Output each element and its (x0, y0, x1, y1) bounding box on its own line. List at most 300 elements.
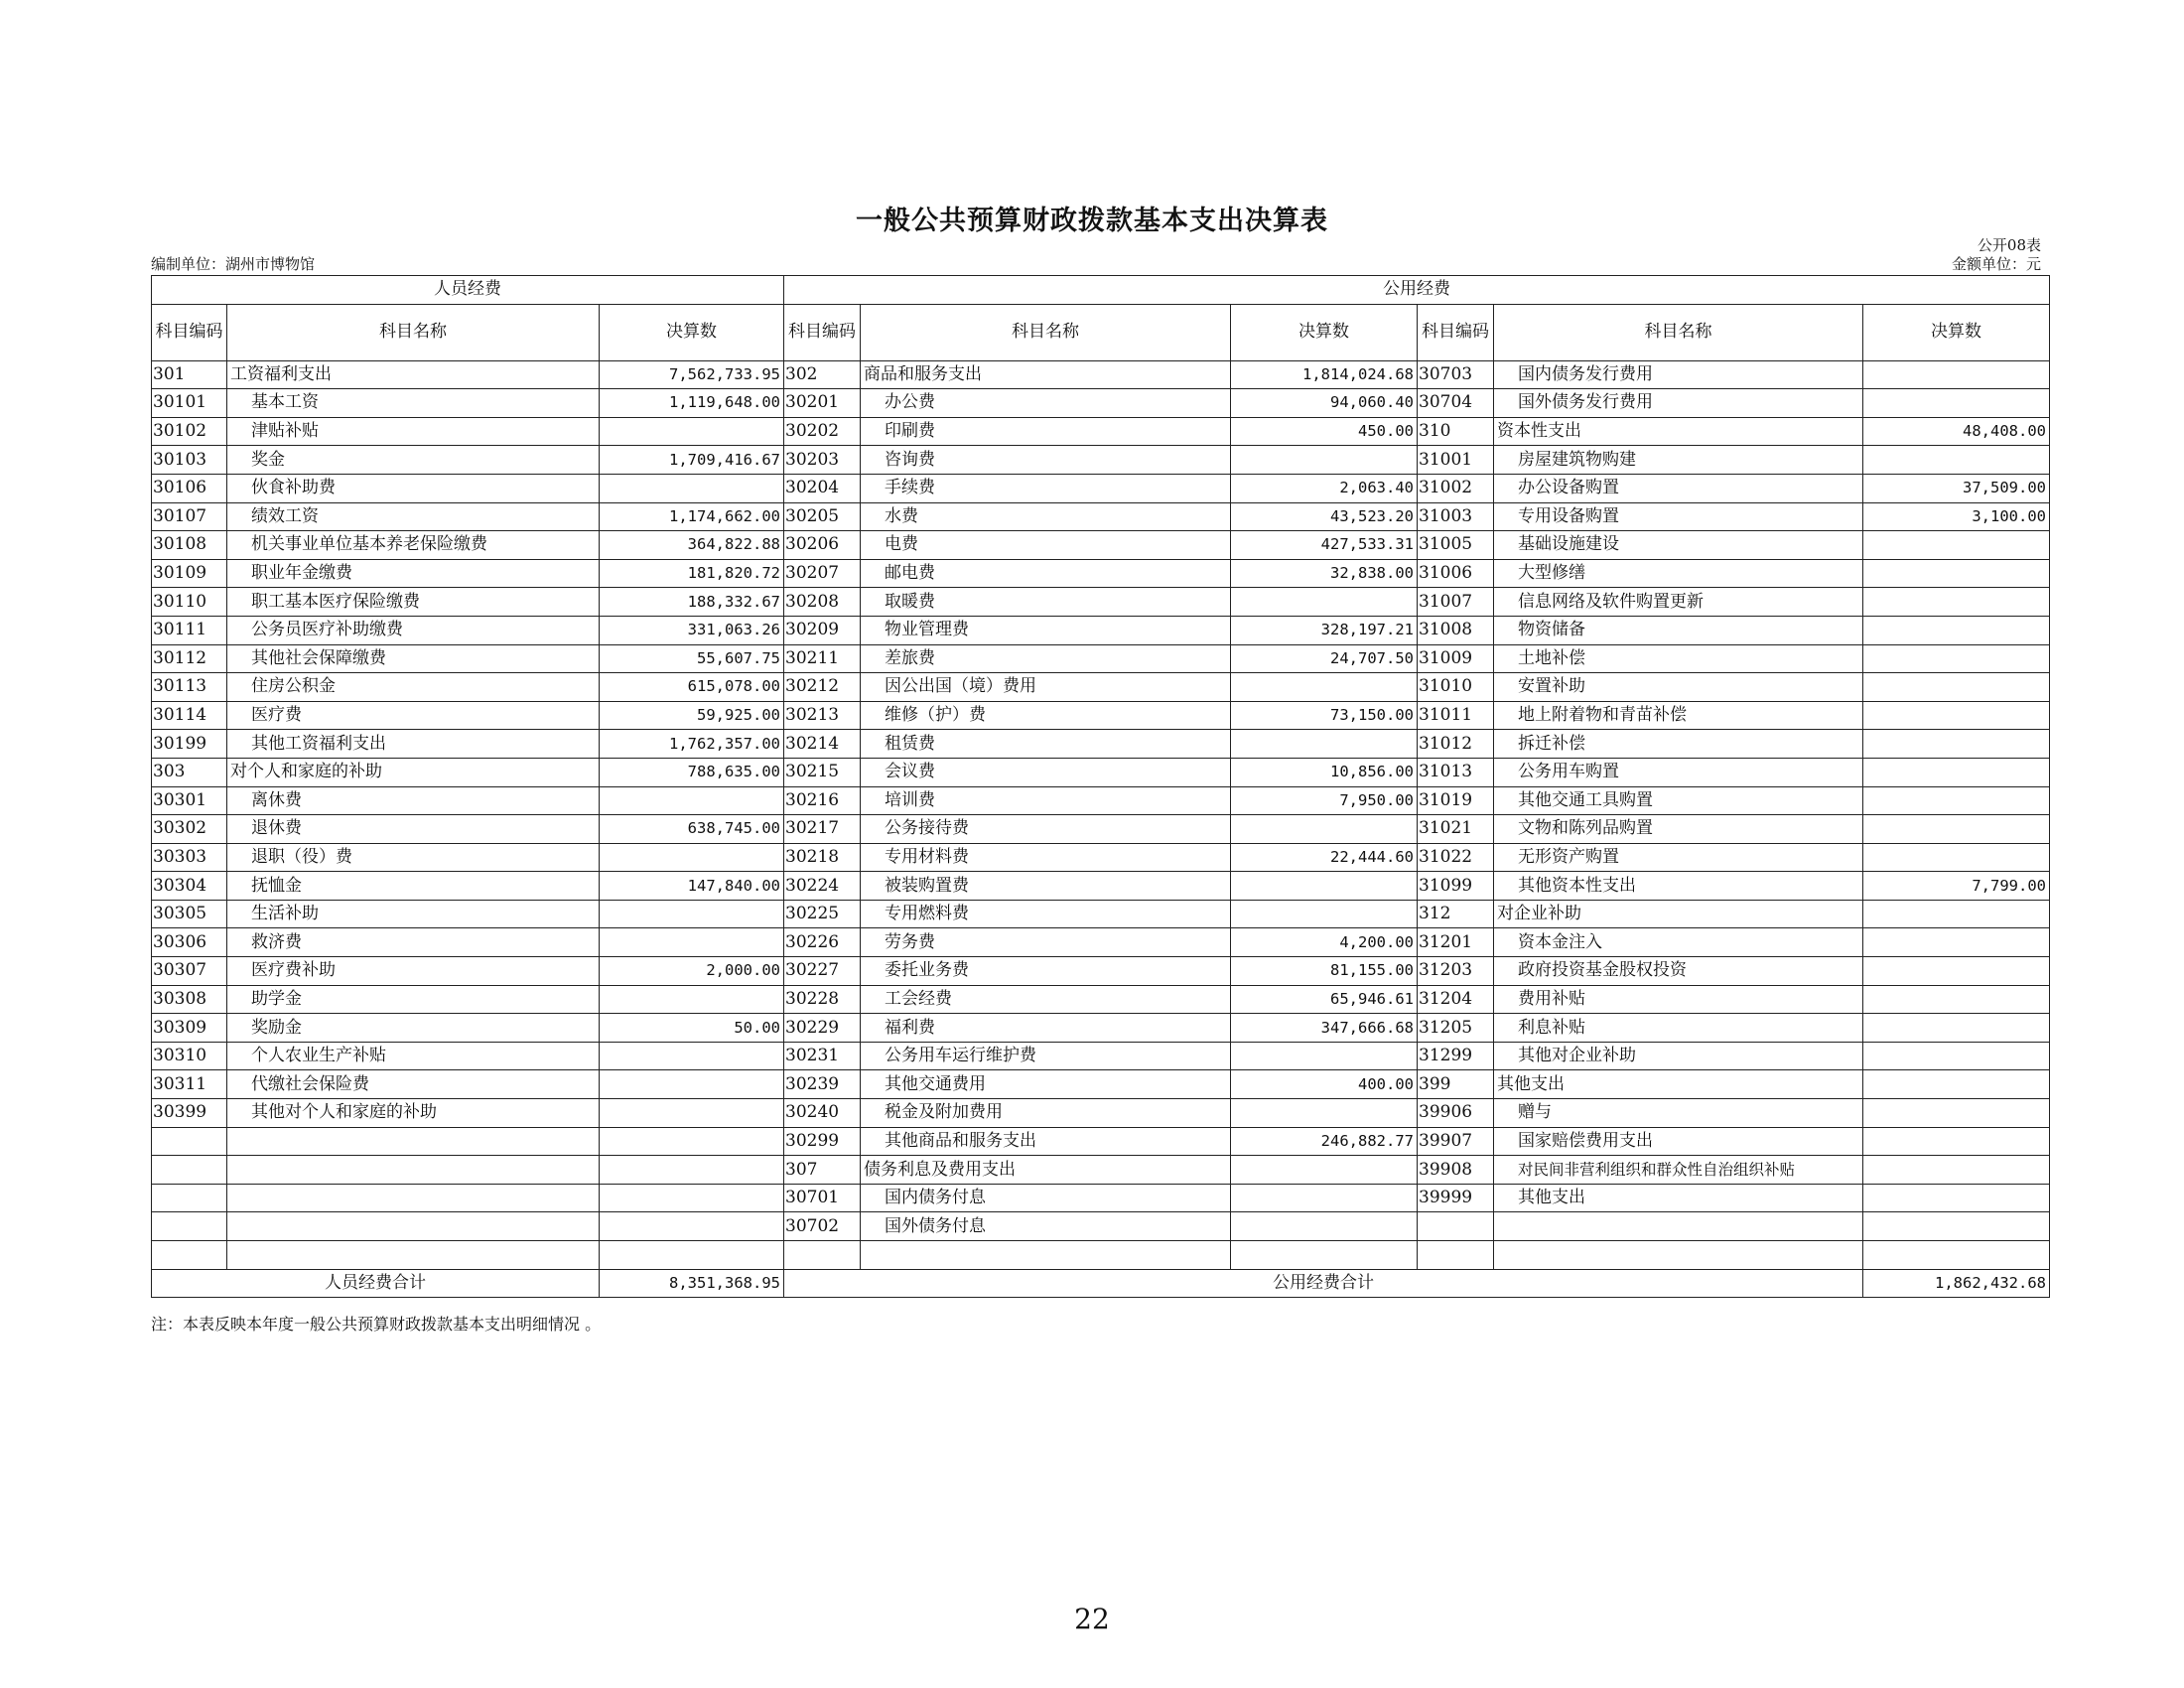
cell-code: 30206 (784, 531, 861, 560)
cell-code: 30101 (152, 389, 227, 418)
cell-name (1494, 1212, 1863, 1241)
cell-name: 其他工资福利支出 (227, 730, 600, 759)
cell-name: 退休费 (227, 815, 600, 844)
cell-amount (1863, 1070, 2050, 1099)
table-row (152, 446, 2050, 475)
cell-name: 委托业务费 (861, 957, 1231, 986)
cell-amount (600, 1099, 784, 1128)
total-personnel-value: 8,351,368.95 (600, 1269, 784, 1298)
cell-amount: 1,709,416.67 (600, 446, 784, 475)
cell-amount (1863, 843, 2050, 872)
cell-name: 医疗费 (227, 701, 600, 730)
cell-code: 31001 (1418, 446, 1494, 475)
cell-name: 地上附着物和青苗补偿 (1494, 701, 1863, 730)
cell-name: 津贴补贴 (227, 417, 600, 446)
cell-name (227, 1184, 600, 1212)
cell-name: 助学金 (227, 985, 600, 1014)
expenditure-table (151, 275, 2050, 1298)
cell-code: 31009 (1418, 644, 1494, 673)
cell-amount (600, 1212, 784, 1241)
cell-code: 31013 (1418, 758, 1494, 786)
table-number: 公开08表 (1977, 236, 2041, 254)
col-code-header: 科目编码 (152, 304, 227, 360)
cell-amount (1863, 985, 2050, 1014)
cell-amount (600, 1042, 784, 1070)
cell-code (152, 1127, 227, 1156)
cell-name: 商品和服务支出 (861, 360, 1231, 389)
table-row (152, 786, 2050, 815)
cell-code: 30703 (1418, 360, 1494, 389)
cell-amount: 32,838.00 (1231, 559, 1418, 588)
cell-code: 30109 (152, 559, 227, 588)
cell-amount (600, 1127, 784, 1156)
cell-amount (1863, 786, 2050, 815)
cell-name: 电费 (861, 531, 1231, 560)
cell-amount (1231, 1042, 1418, 1070)
cell-code (152, 1241, 227, 1270)
cell-code (152, 1184, 227, 1212)
cell-name: 房屋建筑物购建 (1494, 446, 1863, 475)
cell-code: 30201 (784, 389, 861, 418)
cell-amount: 55,607.75 (600, 644, 784, 673)
cell-name: 专用燃料费 (861, 900, 1231, 928)
table-row (152, 360, 2050, 389)
cell-name: 物资储备 (1494, 616, 1863, 644)
cell-code (1418, 1241, 1494, 1270)
cell-amount: 10,856.00 (1231, 758, 1418, 786)
cell-amount: 59,925.00 (600, 701, 784, 730)
cell-code: 30213 (784, 701, 861, 730)
table-row (152, 531, 2050, 560)
cell-name: 手续费 (861, 474, 1231, 502)
cell-amount (1863, 957, 2050, 986)
cell-amount (1231, 673, 1418, 702)
cell-name: 劳务费 (861, 928, 1231, 957)
cell-name: 债务利息及费用支出 (861, 1156, 1231, 1185)
cell-amount: 37,509.00 (1863, 474, 2050, 502)
cell-code: 30103 (152, 446, 227, 475)
section-personnel-header: 人员经费 (152, 276, 784, 305)
cell-code: 30110 (152, 588, 227, 617)
cell-name: 差旅费 (861, 644, 1231, 673)
cell-name: 奖金 (227, 446, 600, 475)
cell-code: 39999 (1418, 1184, 1494, 1212)
cell-code: 30208 (784, 588, 861, 617)
reporting-unit: 编制单位：湖州市博物馆 (151, 255, 316, 273)
table-row (152, 1156, 2050, 1185)
cell-amount: 400.00 (1231, 1070, 1418, 1099)
cell-code: 30215 (784, 758, 861, 786)
cell-code: 30310 (152, 1042, 227, 1070)
cell-name: 无形资产购置 (1494, 843, 1863, 872)
cell-name: 个人农业生产补贴 (227, 1042, 600, 1070)
cell-amount (1863, 559, 2050, 588)
cell-amount (1863, 531, 2050, 560)
cell-code: 30218 (784, 843, 861, 872)
cell-amount: 2,000.00 (600, 957, 784, 986)
cell-amount (600, 1241, 784, 1270)
table-note: 注：本表反映本年度一般公共预算财政拨款基本支出明细情况 。 (151, 1315, 602, 1334)
cell-amount (1231, 1184, 1418, 1212)
cell-code: 30207 (784, 559, 861, 588)
cell-amount: 615,078.00 (600, 673, 784, 702)
cell-code: 30701 (784, 1184, 861, 1212)
table-row (152, 957, 2050, 986)
cell-name: 住房公积金 (227, 673, 600, 702)
cell-name: 咨询费 (861, 446, 1231, 475)
cell-amount (1863, 701, 2050, 730)
cell-amount: 328,197.21 (1231, 616, 1418, 644)
cell-name: 专用材料费 (861, 843, 1231, 872)
cell-code: 30211 (784, 644, 861, 673)
cell-code (152, 1156, 227, 1185)
cell-amount: 181,820.72 (600, 559, 784, 588)
cell-name (861, 1241, 1231, 1270)
table-row (152, 417, 2050, 446)
cell-name: 办公设备购置 (1494, 474, 1863, 502)
cell-name: 工资福利支出 (227, 360, 600, 389)
cell-code: 39907 (1418, 1127, 1494, 1156)
table-row (152, 758, 2050, 786)
cell-code: 30225 (784, 900, 861, 928)
cell-name: 伙食补助费 (227, 474, 600, 502)
cell-code: 30306 (152, 928, 227, 957)
table-row (152, 502, 2050, 531)
cell-code: 31203 (1418, 957, 1494, 986)
cell-amount (1231, 1212, 1418, 1241)
cell-amount: 4,200.00 (1231, 928, 1418, 957)
cell-name: 其他资本性支出 (1494, 872, 1863, 901)
cell-code: 31099 (1418, 872, 1494, 901)
cell-code: 31006 (1418, 559, 1494, 588)
cell-amount: 65,946.61 (1231, 985, 1418, 1014)
cell-code: 30307 (152, 957, 227, 986)
cell-code: 30228 (784, 985, 861, 1014)
cell-amount: 1,119,648.00 (600, 389, 784, 418)
cell-name: 其他对企业补助 (1494, 1042, 1863, 1070)
cell-amount (1231, 730, 1418, 759)
cell-code: 31005 (1418, 531, 1494, 560)
cell-amount (600, 1156, 784, 1185)
col-amount-header: 决算数 (1863, 304, 2050, 360)
cell-name: 被装购置费 (861, 872, 1231, 901)
cell-code: 303 (152, 758, 227, 786)
cell-amount (1863, 389, 2050, 418)
cell-name: 生活补助 (227, 900, 600, 928)
cell-amount: 347,666.68 (1231, 1014, 1418, 1043)
cell-code: 31021 (1418, 815, 1494, 844)
cell-name: 资本性支出 (1494, 417, 1863, 446)
cell-amount (1231, 872, 1418, 901)
cell-name: 对企业补助 (1494, 900, 1863, 928)
cell-amount (1863, 1014, 2050, 1043)
table-row (152, 843, 2050, 872)
cell-code: 30299 (784, 1127, 861, 1156)
cell-code (152, 1212, 227, 1241)
cell-code: 30304 (152, 872, 227, 901)
cell-amount: 94,060.40 (1231, 389, 1418, 418)
cell-name: 办公费 (861, 389, 1231, 418)
cell-name: 专用设备购置 (1494, 502, 1863, 531)
cell-name: 培训费 (861, 786, 1231, 815)
cell-code: 31012 (1418, 730, 1494, 759)
cell-amount: 2,063.40 (1231, 474, 1418, 502)
cell-name: 税金及附加费用 (861, 1099, 1231, 1128)
table-row (152, 616, 2050, 644)
cell-name: 文物和陈列品购置 (1494, 815, 1863, 844)
cell-code: 30302 (152, 815, 227, 844)
cell-amount (1863, 1241, 2050, 1270)
cell-amount: 788,635.00 (600, 758, 784, 786)
cell-name: 公务用车运行维护费 (861, 1042, 1231, 1070)
cell-amount (1863, 588, 2050, 617)
cell-name: 抚恤金 (227, 872, 600, 901)
cell-amount: 43,523.20 (1231, 502, 1418, 531)
cell-amount: 1,814,024.68 (1231, 360, 1418, 389)
cell-amount (600, 928, 784, 957)
cell-code: 31201 (1418, 928, 1494, 957)
cell-name (227, 1212, 600, 1241)
cell-code: 30113 (152, 673, 227, 702)
cell-amount: 73,150.00 (1231, 701, 1418, 730)
cell-code: 31022 (1418, 843, 1494, 872)
cell-code: 31205 (1418, 1014, 1494, 1043)
table-row (152, 1099, 2050, 1128)
cell-amount: 1,762,357.00 (600, 730, 784, 759)
cell-name: 印刷费 (861, 417, 1231, 446)
cell-code: 30214 (784, 730, 861, 759)
cell-code: 30102 (152, 417, 227, 446)
cell-name: 其他商品和服务支出 (861, 1127, 1231, 1156)
cell-code: 399 (1418, 1070, 1494, 1099)
cell-amount (600, 843, 784, 872)
cell-code: 30311 (152, 1070, 227, 1099)
cell-code: 30309 (152, 1014, 227, 1043)
cell-name: 福利费 (861, 1014, 1231, 1043)
cell-code: 30205 (784, 502, 861, 531)
page-title: 一般公共预算财政拨款基本支出决算表 (856, 206, 1328, 236)
cell-name: 费用补贴 (1494, 985, 1863, 1014)
total-public-label: 公用经费合计 (784, 1269, 1863, 1298)
cell-name (227, 1127, 600, 1156)
cell-name: 国家赔偿费用支出 (1494, 1127, 1863, 1156)
table-row (152, 1184, 2050, 1212)
cell-amount (600, 417, 784, 446)
cell-name: 邮电费 (861, 559, 1231, 588)
cell-code: 31008 (1418, 616, 1494, 644)
cell-code: 30303 (152, 843, 227, 872)
cell-amount (1863, 644, 2050, 673)
cell-code: 30229 (784, 1014, 861, 1043)
col-name-header: 科目名称 (227, 304, 600, 360)
cell-code: 30199 (152, 730, 227, 759)
cell-amount: 7,799.00 (1863, 872, 2050, 901)
cell-code: 30301 (152, 786, 227, 815)
cell-name: 政府投资基金股权投资 (1494, 957, 1863, 986)
cell-code: 31204 (1418, 985, 1494, 1014)
cell-code: 31002 (1418, 474, 1494, 502)
col-code-header: 科目编码 (1418, 304, 1494, 360)
cell-code: 30217 (784, 815, 861, 844)
cell-code: 30202 (784, 417, 861, 446)
cell-code: 31011 (1418, 701, 1494, 730)
cell-amount: 7,950.00 (1231, 786, 1418, 815)
col-name-header: 科目名称 (861, 304, 1231, 360)
cell-name: 国外债务付息 (861, 1212, 1231, 1241)
table-row (152, 928, 2050, 957)
table-row (152, 644, 2050, 673)
cell-amount (1863, 815, 2050, 844)
currency-unit: 金额单位：元 (1951, 255, 2041, 273)
cell-code: 312 (1418, 900, 1494, 928)
cell-amount: 450.00 (1231, 417, 1418, 446)
cell-name: 其他支出 (1494, 1070, 1863, 1099)
cell-amount (1231, 815, 1418, 844)
cell-amount: 48,408.00 (1863, 417, 2050, 446)
cell-amount (1231, 900, 1418, 928)
cell-amount: 331,063.26 (600, 616, 784, 644)
cell-name: 基本工资 (227, 389, 600, 418)
cell-name: 会议费 (861, 758, 1231, 786)
col-amount-header: 决算数 (1231, 304, 1418, 360)
cell-amount: 1,174,662.00 (600, 502, 784, 531)
cell-name: 其他交通工具购置 (1494, 786, 1863, 815)
cell-amount (600, 900, 784, 928)
cell-code: 31299 (1418, 1042, 1494, 1070)
cell-amount (600, 786, 784, 815)
cell-code: 39908 (1418, 1156, 1494, 1185)
cell-name: 基础设施建设 (1494, 531, 1863, 560)
table-row (152, 1127, 2050, 1156)
col-amount-header: 决算数 (600, 304, 784, 360)
cell-code: 30203 (784, 446, 861, 475)
cell-code: 30704 (1418, 389, 1494, 418)
table-row (152, 872, 2050, 901)
cell-code: 30224 (784, 872, 861, 901)
cell-amount: 7,562,733.95 (600, 360, 784, 389)
cell-code: 310 (1418, 417, 1494, 446)
cell-name: 赠与 (1494, 1099, 1863, 1128)
cell-name (1494, 1241, 1863, 1270)
cell-name (227, 1156, 600, 1185)
cell-code: 31019 (1418, 786, 1494, 815)
cell-amount (1231, 1241, 1418, 1270)
cell-amount (1863, 1212, 2050, 1241)
cell-amount: 22,444.60 (1231, 843, 1418, 872)
cell-name: 公务员医疗补助缴费 (227, 616, 600, 644)
cell-code: 30204 (784, 474, 861, 502)
cell-code: 30106 (152, 474, 227, 502)
cell-name: 绩效工资 (227, 502, 600, 531)
cell-name: 租赁费 (861, 730, 1231, 759)
cell-name: 资本金注入 (1494, 928, 1863, 957)
col-name-header: 科目名称 (1494, 304, 1863, 360)
cell-amount (1863, 1184, 2050, 1212)
cell-amount: 3,100.00 (1863, 502, 2050, 531)
cell-amount: 24,707.50 (1231, 644, 1418, 673)
cell-amount: 147,840.00 (600, 872, 784, 901)
table-row (152, 474, 2050, 502)
cell-amount: 81,155.00 (1231, 957, 1418, 986)
cell-name: 国内债务发行费用 (1494, 360, 1863, 389)
cell-amount (1863, 758, 2050, 786)
cell-code: 30399 (152, 1099, 227, 1128)
cell-code: 301 (152, 360, 227, 389)
cell-code: 30209 (784, 616, 861, 644)
total-public-value: 1,862,432.68 (1863, 1269, 2050, 1298)
table-row (152, 1014, 2050, 1043)
cell-code: 30108 (152, 531, 227, 560)
cell-amount (1863, 446, 2050, 475)
cell-amount (1863, 673, 2050, 702)
cell-code: 30305 (152, 900, 227, 928)
cell-code: 39906 (1418, 1099, 1494, 1128)
cell-amount: 246,882.77 (1231, 1127, 1418, 1156)
cell-code: 30240 (784, 1099, 861, 1128)
cell-code: 30227 (784, 957, 861, 986)
table-row (152, 985, 2050, 1014)
cell-name: 工会经费 (861, 985, 1231, 1014)
cell-name: 利息补贴 (1494, 1014, 1863, 1043)
cell-amount: 50.00 (600, 1014, 784, 1043)
cell-amount (1231, 1156, 1418, 1185)
cell-amount (1863, 1156, 2050, 1185)
cell-name: 国外债务发行费用 (1494, 389, 1863, 418)
cell-code: 30114 (152, 701, 227, 730)
cell-code: 30702 (784, 1212, 861, 1241)
cell-code: 307 (784, 1156, 861, 1185)
cell-code: 30212 (784, 673, 861, 702)
cell-amount (600, 1070, 784, 1099)
cell-code: 31007 (1418, 588, 1494, 617)
table-row (152, 900, 2050, 928)
cell-name: 奖励金 (227, 1014, 600, 1043)
cell-name (227, 1241, 600, 1270)
cell-amount (1863, 928, 2050, 957)
page-number: 22 (1074, 1603, 1110, 1635)
table-row (152, 1212, 2050, 1241)
cell-name: 土地补偿 (1494, 644, 1863, 673)
cell-name: 拆迁补偿 (1494, 730, 1863, 759)
table-row (152, 815, 2050, 844)
cell-name: 救济费 (227, 928, 600, 957)
cell-name: 其他社会保障缴费 (227, 644, 600, 673)
cell-name: 国内债务付息 (861, 1184, 1231, 1212)
cell-amount: 427,533.31 (1231, 531, 1418, 560)
table-row (152, 1070, 2050, 1099)
cell-code: 30226 (784, 928, 861, 957)
table-row (152, 559, 2050, 588)
cell-name: 取暖费 (861, 588, 1231, 617)
cell-amount (600, 474, 784, 502)
col-code-header: 科目编码 (784, 304, 861, 360)
cell-code: 30111 (152, 616, 227, 644)
cell-amount (1231, 446, 1418, 475)
cell-amount (1863, 900, 2050, 928)
cell-amount: 638,745.00 (600, 815, 784, 844)
cell-amount (1863, 360, 2050, 389)
cell-code: 30239 (784, 1070, 861, 1099)
cell-name: 对民间非营利组织和群众性自治组织补贴 (1494, 1156, 1863, 1185)
cell-amount (600, 985, 784, 1014)
cell-amount (1231, 1099, 1418, 1128)
cell-amount (1863, 1099, 2050, 1128)
cell-name: 公务接待费 (861, 815, 1231, 844)
cell-name: 医疗费补助 (227, 957, 600, 986)
cell-amount (1863, 1042, 2050, 1070)
table-row (152, 730, 2050, 759)
cell-code: 30112 (152, 644, 227, 673)
